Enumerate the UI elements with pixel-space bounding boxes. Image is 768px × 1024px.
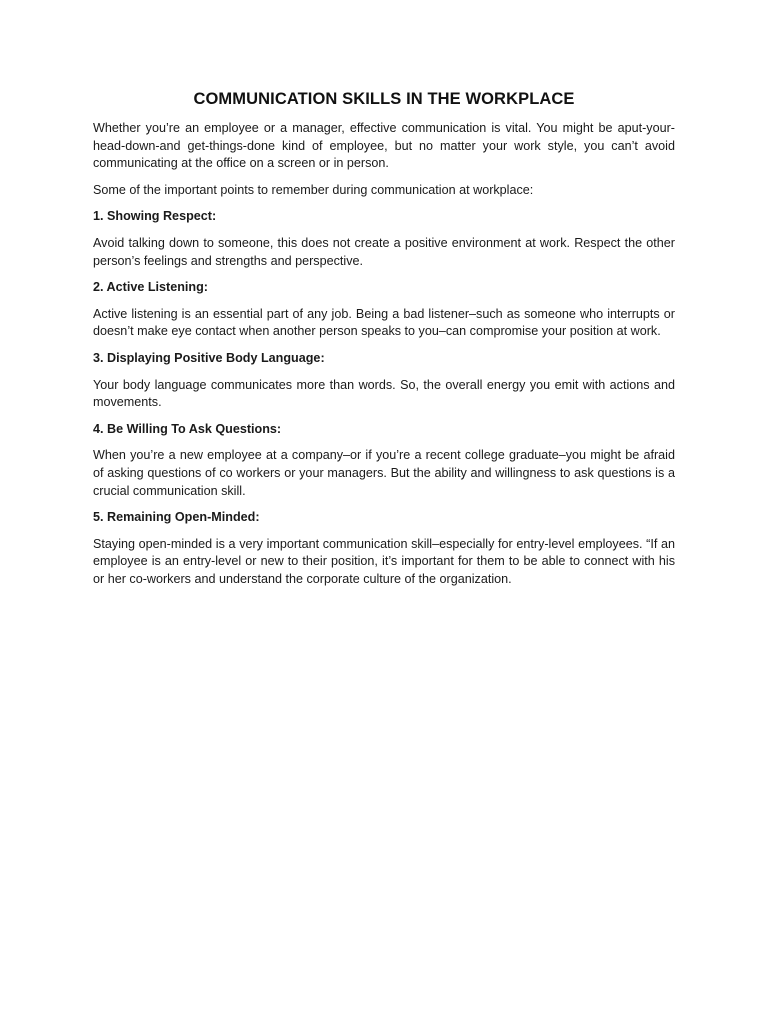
- intro-paragraph: Whether you’re an employee or a manager, effective communication is vital. You might be aput-your-head-down-and get-things-done kind of employee, but no matter your work style, you can’t avoid communicating at the office on a screen or in person.: [93, 121, 675, 171]
- section-heading-ask-questions: 4. Be Willing To Ask Questions:: [93, 421, 282, 436]
- section-body-ask-questions: When you’re a new employee at a company–or if you’re a recent college graduate–you might be afraid of asking questions of co workers or your managers. But the ability and willingness to ask questions is a crucial communication skill.: [93, 448, 675, 498]
- section-body-open-minded: Staying open-minded is a very important communication skill–especially for entry-level employees. “If an employee is an entry-level or new to their position, it’s important for them to be able to connect with his or her co-workers and understand the corporate culture of the organization.: [93, 536, 675, 586]
- section-body-showing-respect: Avoid talking down to someone, this does not create a positive environment at work. Respect the other person’s feelings and strengths and perspective.: [93, 235, 675, 268]
- document-page: [93, 88, 675, 597]
- section-body-body-language: Your body language communicates more than words. So, the overall energy you emit with actions and movements.: [93, 377, 675, 410]
- section-heading-active-listening: 2. Active Listening:: [93, 280, 208, 295]
- section-body-active-listening: Active listening is an essential part of any job. Being a bad listener–such as someone who interrupts or doesn’t make eye contact when another person speaks to you–can compromise your position at work.: [93, 306, 675, 339]
- document-title: COMMUNICATION SKILLS IN THE WORKPLACE: [193, 90, 575, 108]
- lead-in-paragraph: Some of the important points to remember during communication at workplace:: [93, 182, 534, 197]
- section-heading-open-minded: 5. Remaining Open-Minded:: [93, 510, 260, 525]
- section-heading-showing-respect: 1. Showing Respect:: [93, 209, 217, 224]
- section-heading-body-language: 3. Displaying Positive Body Language:: [93, 350, 325, 365]
